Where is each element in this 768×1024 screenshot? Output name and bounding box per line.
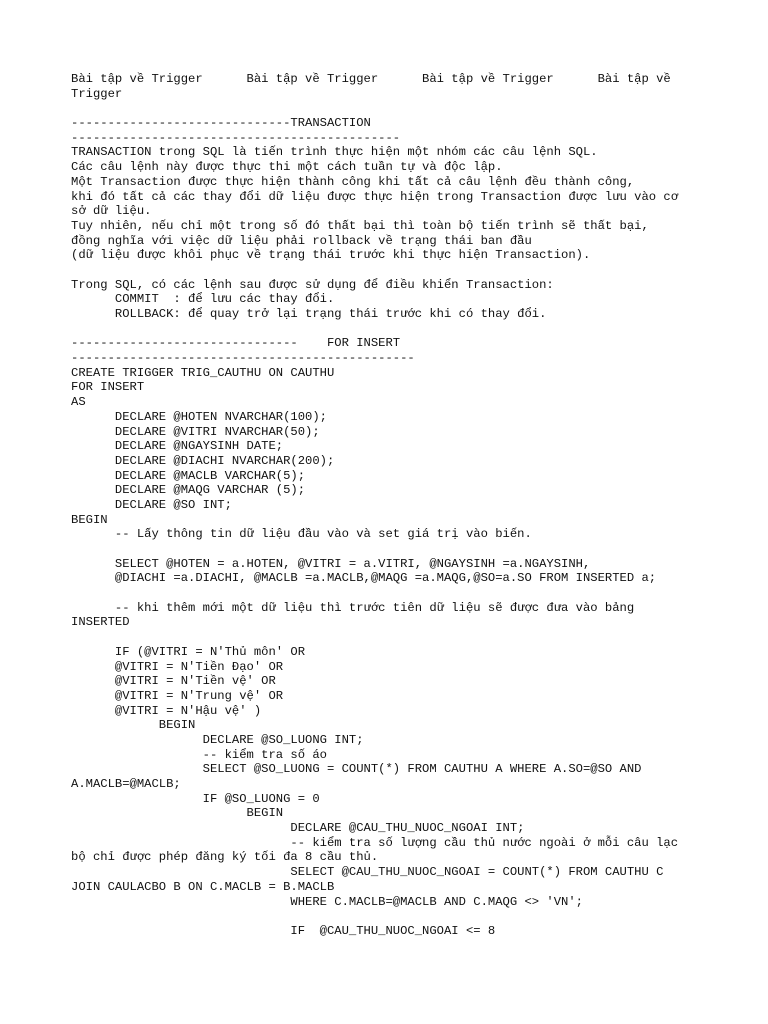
code-line: DECLARE @MAQG VARCHAR (5);: [71, 483, 306, 498]
code-line: IF @CAU_THU_NUOC_NGOAI <= 8: [71, 923, 496, 938]
code-line: DECLARE @NGAYSINH DATE;: [71, 439, 284, 454]
code-line: DECLARE @SO INT;: [71, 497, 232, 512]
code-line-wrap: A.MACLB=@MACLB;: [71, 777, 181, 791]
code-line: DECLARE @SO_LUONG INT;: [71, 732, 364, 747]
text-line: Các câu lệnh này được thực thi một cách tuần tự và độc lập.: [71, 160, 503, 175]
header-line-wrap: Trigger: [71, 86, 123, 101]
code-line: WHERE C.MACLB=@MACLB AND C.MAQG <> 'VN';: [71, 894, 583, 909]
code-line: DECLARE @VITRI NVARCHAR(50);: [71, 424, 320, 439]
text-line: Một Transaction được thực hiện thành công khi tất cả câu lệnh đều thành công,: [71, 174, 635, 189]
code-line: SELECT @SO_LUONG = COUNT(*) FROM CAUTHU A WHERE A.SO=@SO AND: [71, 762, 642, 777]
text-line: Tuy nhiên, nếu chỉ một trong số đó thất bại thì toàn bộ tiến trình sẽ thất bại,: [71, 218, 649, 233]
text-line: khi đó tất cả các thay đổi dữ liệu được thực hiện trong Transaction được lưu vào cơ: [71, 189, 679, 204]
code-line: @VITRI = N'Trung vệ' OR: [71, 688, 284, 703]
transaction-heading: ------------------------------TRANSACTION: [71, 116, 371, 131]
text-line: đồng nghĩa với việc dữ liệu phải rollback về trạng thái ban đầu: [71, 233, 532, 248]
blank-line: [71, 263, 711, 278]
code-line: IF @SO_LUONG = 0: [71, 791, 320, 806]
code-line: AS: [71, 395, 86, 410]
divider-line: -----------------------------------------------: [71, 351, 415, 366]
code-line: @VITRI = N'Tiền vệ' OR: [71, 674, 276, 689]
code-line: DECLARE @MACLB VARCHAR(5);: [71, 468, 306, 483]
text-line: ROLLBACK: để quay trở lại trạng thái trước khi có thay đổi.: [71, 307, 547, 321]
code-line: CREATE TRIGGER TRIG_CAUTHU ON CAUTHU: [71, 365, 335, 380]
code-line: SELECT @CAU_THU_NUOC_NGOAI = COUNT(*) FROM CAUTHU C: [71, 865, 664, 880]
code-comment: -- Lấy thông tin dữ liệu đầu vào và set giá trị vào biến.: [71, 527, 532, 542]
for-insert-heading: ------------------------------- FOR INSERT: [71, 336, 401, 351]
text-line: (dữ liệu được khôi phục về trạng thái trước khi thực hiện Transaction).: [71, 248, 591, 263]
code-comment-wrap: bộ chỉ được phép đăng ký tối đa 8 cầu thủ.: [71, 850, 379, 865]
code-line: FOR INSERT: [71, 380, 145, 395]
blank-line: [71, 322, 711, 337]
code-line: BEGIN: [71, 512, 108, 527]
text-line: sở dữ liệu.: [71, 204, 152, 219]
code-line: @DIACHI =a.DIACHI, @MACLB =a.MACLB,@MAQG =a.MAQG,@SO=a.SO FROM INSERTED a;: [71, 571, 657, 586]
blank-line: [71, 586, 711, 601]
code-line-wrap: JOIN CAULACBO B ON C.MACLB = B.MACLB: [71, 879, 335, 894]
code-line: DECLARE @HOTEN NVARCHAR(100);: [71, 409, 327, 424]
blank-line: [71, 630, 711, 645]
code-line: SELECT @HOTEN = a.HOTEN, @VITRI = a.VITRI, @NGAYSINH =a.NGAYSINH,: [71, 556, 591, 571]
document-page: [71, 72, 711, 939]
code-line: @VITRI = N'Tiền Đạo' OR: [71, 659, 284, 674]
code-line: IF (@VITRI = N'Thủ môn' OR: [71, 644, 306, 659]
code-comment: -- kiểm tra số áo: [71, 747, 327, 762]
blank-line: [71, 101, 711, 116]
text-line: COMMIT : để lưu các thay đổi.: [71, 292, 335, 307]
code-line: DECLARE @CAU_THU_NUOC_NGOAI INT;: [71, 821, 525, 836]
code-line: BEGIN: [71, 806, 284, 821]
text-line: TRANSACTION trong SQL là tiến trình thực hiện một nhóm các câu lệnh SQL.: [71, 145, 598, 160]
code-comment: -- kiểm tra số lượng cầu thủ nước ngoài ở mỗi câu lạc: [71, 835, 679, 850]
code-line: BEGIN: [71, 718, 196, 733]
code-line: DECLARE @DIACHI NVARCHAR(200);: [71, 453, 335, 468]
divider-line: ---------------------------------------------: [71, 130, 401, 145]
blank-line: [71, 909, 711, 924]
blank-line: [71, 542, 711, 557]
code-comment: -- khi thêm mới một dữ liệu thì trước tiên dữ liệu sẽ được đưa vào bảng: [71, 600, 635, 615]
code-comment-wrap: INSERTED: [71, 615, 130, 630]
code-line: @VITRI = N'Hậu vệ' ): [71, 703, 262, 718]
header-line: Bài tập về Trigger Bài tập về Trigger Bài tập về Trigger Bài tập về: [71, 72, 671, 86]
text-line: Trong SQL, có các lệnh sau được sử dụng để điều khiển Transaction:: [71, 277, 554, 292]
